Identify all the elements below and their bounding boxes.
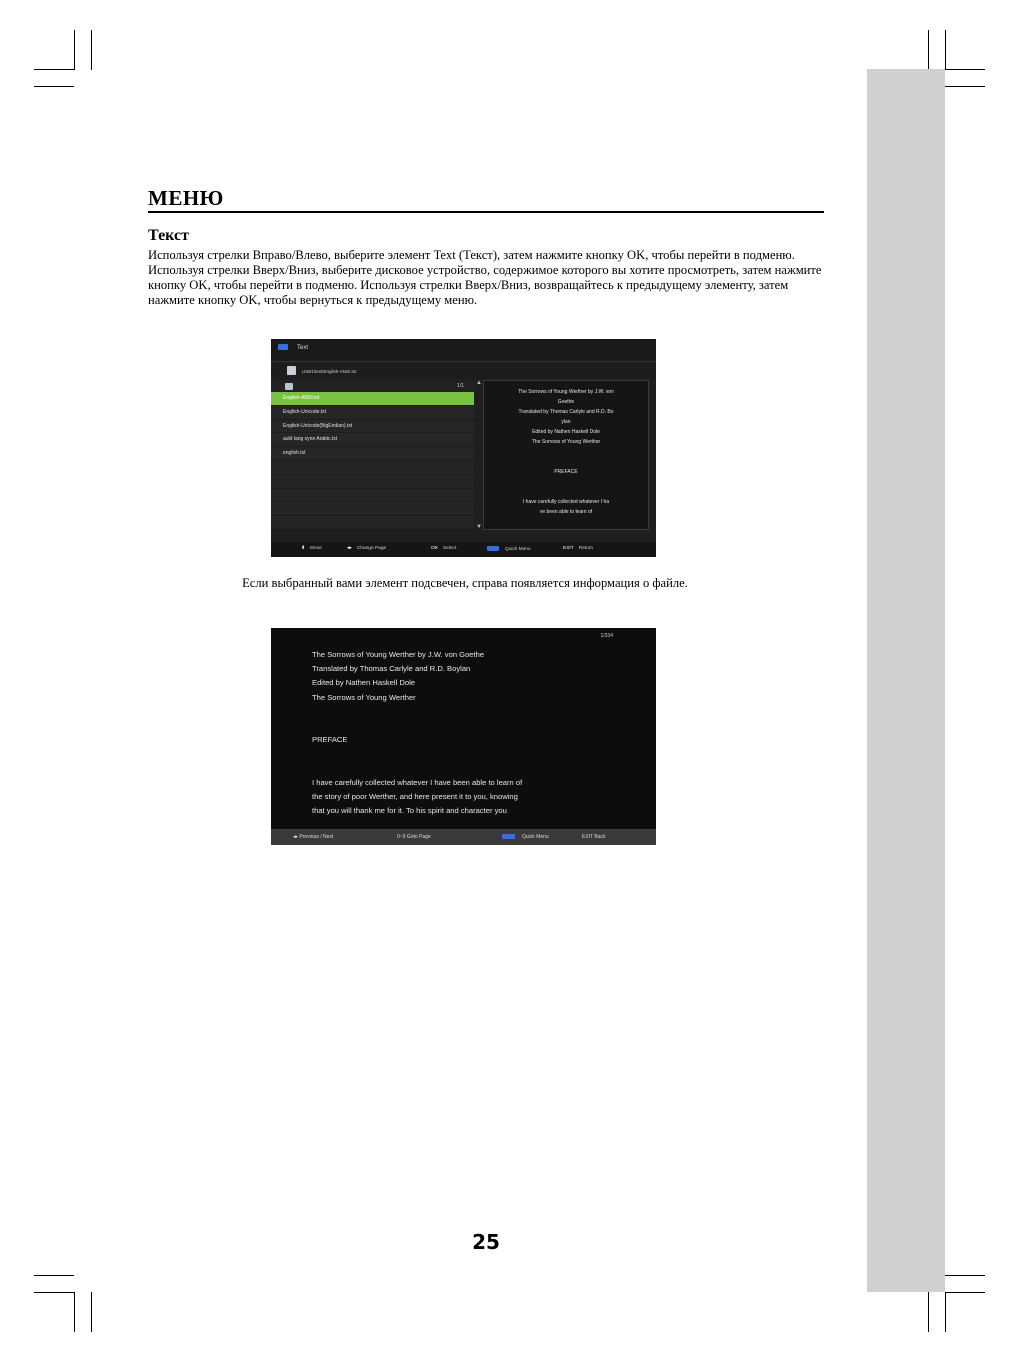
caption: Если выбранный вами элемент подсвечен, справа появляется информация о файле. bbox=[242, 576, 688, 590]
crop-mark bbox=[945, 1292, 946, 1332]
title-rule bbox=[148, 211, 824, 213]
parent-folder-icon[interactable] bbox=[285, 383, 293, 390]
hint-label: Return bbox=[578, 546, 594, 551]
updown-arrows-icon: ⬍ bbox=[301, 546, 306, 551]
preview-line: PREFACE bbox=[554, 469, 578, 475]
crop-mark bbox=[945, 69, 985, 70]
hint-label: Move bbox=[310, 546, 322, 551]
crop-mark bbox=[34, 1275, 74, 1276]
hint-return bbox=[563, 546, 593, 551]
blue-key-icon bbox=[502, 834, 515, 839]
page-indicator: 1/1 bbox=[457, 383, 464, 389]
crop-mark bbox=[945, 1275, 985, 1276]
subsection-title: Текст bbox=[148, 227, 189, 244]
hint-label: Quick Menu bbox=[522, 834, 549, 840]
hint-quick-menu bbox=[502, 834, 549, 840]
side-tab bbox=[867, 69, 945, 1292]
page-counter: 1/334 bbox=[600, 633, 613, 639]
scrollbar[interactable] bbox=[476, 380, 482, 530]
hint-move bbox=[301, 546, 322, 551]
scroll-up-icon[interactable]: ▲ bbox=[476, 380, 482, 386]
text-line: the story of poor Werther, and here present it to you, knowing bbox=[312, 791, 518, 801]
text-browser-screenshot bbox=[271, 339, 656, 557]
hint-prev-next: ◂▸ Previous / Next bbox=[293, 834, 334, 840]
page-number: 25 bbox=[472, 1230, 500, 1254]
ok-key-icon: OK bbox=[431, 546, 438, 551]
paragraph: Используя стрелки Вверх/Вниз, выберите дисковое устройство, содержимое которого вы хотите просмотреть, затем нажмите кнопку OK, чтобы перейти в подменю. Используя стрелки Вверх/Вниз, возвращайтесь к предыдущему элементу, затем нажмите кнопку OK, чтобы вернуться к предыдущему меню. bbox=[148, 263, 822, 307]
text-line bbox=[312, 762, 632, 776]
hint-change-page bbox=[347, 546, 386, 551]
body-text bbox=[148, 248, 824, 308]
file-item[interactable]: auld lang syne Arabic.txt bbox=[271, 433, 474, 447]
text-line bbox=[312, 719, 632, 733]
file-item[interactable]: English-Unicode.txt bbox=[271, 406, 474, 420]
preview-line: The Sorrows of Young Werther bbox=[531, 439, 601, 445]
text-line: The Sorrows of Young Werther bbox=[312, 692, 416, 702]
empty-row bbox=[271, 461, 474, 475]
text-app-icon bbox=[278, 344, 288, 350]
browser-title: Text bbox=[297, 345, 309, 351]
exit-key-icon: EXIT bbox=[563, 546, 574, 551]
empty-row bbox=[271, 475, 474, 489]
preview-line: I have carefully collected whatever I ha bbox=[522, 499, 610, 505]
scroll-down-icon[interactable]: ▼ bbox=[476, 524, 482, 530]
section-title: МЕНЮ bbox=[148, 186, 224, 210]
reader-hint-bar bbox=[271, 829, 656, 845]
file-preview bbox=[483, 380, 649, 530]
empty-row bbox=[271, 516, 474, 530]
crop-mark bbox=[945, 30, 946, 70]
blue-key-icon bbox=[487, 546, 499, 551]
crop-mark bbox=[945, 86, 985, 87]
text-line: The Sorrows of Young Werther by J.W. von Goethe bbox=[312, 650, 485, 659]
reader-text bbox=[312, 648, 632, 818]
crop-mark bbox=[945, 1292, 985, 1293]
text-line bbox=[312, 747, 632, 761]
preview-line bbox=[484, 487, 648, 497]
preview-line bbox=[484, 477, 648, 487]
hint-label: Change Page bbox=[356, 546, 387, 551]
preview-line: Goethe bbox=[557, 399, 575, 405]
crop-mark bbox=[91, 1292, 92, 1332]
folder-icon bbox=[287, 366, 296, 375]
hint-goto-page: 0~9 Goto Page bbox=[397, 834, 431, 840]
text-line bbox=[312, 705, 632, 719]
file-path: USB1\text\English-ANSI.txt bbox=[302, 369, 357, 374]
file-item[interactable]: English-Unicode(BigEndian).txt bbox=[271, 420, 474, 434]
file-item[interactable]: English-ANSI.txt bbox=[271, 392, 474, 406]
paragraph: Используя стрелки Вправо/Влево, выберите элемент Text (Текст), затем нажмите кнопку OK, чтобы перейти в подменю. bbox=[148, 248, 795, 262]
preview-line bbox=[484, 447, 648, 457]
crop-mark bbox=[928, 1292, 929, 1332]
empty-row bbox=[271, 489, 474, 503]
hint-label: Select bbox=[442, 546, 457, 551]
crop-mark bbox=[74, 30, 75, 70]
hint-bar bbox=[271, 542, 656, 557]
file-list bbox=[271, 392, 474, 530]
text-line: Translated by Thomas Carlyle and R.D. Boylan bbox=[312, 664, 471, 674]
text-line: that you will thank me for it. To his spirit and character you bbox=[312, 806, 507, 816]
empty-row bbox=[271, 502, 474, 516]
crop-mark bbox=[34, 69, 74, 70]
preview-line: The Sorrows of Young Werther by J.W. von bbox=[518, 389, 614, 395]
path-bar bbox=[271, 363, 656, 379]
crop-mark bbox=[928, 30, 929, 70]
hint-quick-menu bbox=[487, 546, 531, 552]
preview-line bbox=[484, 457, 648, 467]
hint-back: EXIT Back bbox=[582, 834, 606, 840]
preview-line: Edited by Nathen Haskell Dole bbox=[532, 429, 600, 435]
text-line: Edited by Nathen Haskell Dole bbox=[312, 678, 415, 688]
leftright-arrows-icon: ◂▸ bbox=[347, 546, 352, 551]
text-line: PREFACE bbox=[312, 735, 348, 745]
preview-line: Translated by Thomas Carlyle and R.D. Bo bbox=[518, 409, 614, 415]
browser-header bbox=[271, 339, 656, 362]
file-item[interactable]: english.txt bbox=[271, 447, 474, 461]
text-line: I have carefully collected whatever I have been able to learn of bbox=[312, 777, 523, 787]
text-reader-screenshot bbox=[271, 628, 656, 845]
hint-label: Quick Menu bbox=[505, 546, 531, 552]
list-header bbox=[271, 381, 474, 392]
crop-mark bbox=[91, 30, 92, 70]
crop-mark bbox=[34, 86, 74, 87]
crop-mark bbox=[74, 1292, 75, 1332]
hint-select bbox=[431, 546, 456, 551]
crop-mark bbox=[34, 1292, 74, 1293]
preview-line: ylan bbox=[561, 419, 571, 425]
preview-line: ve been able to learn of bbox=[539, 509, 593, 515]
